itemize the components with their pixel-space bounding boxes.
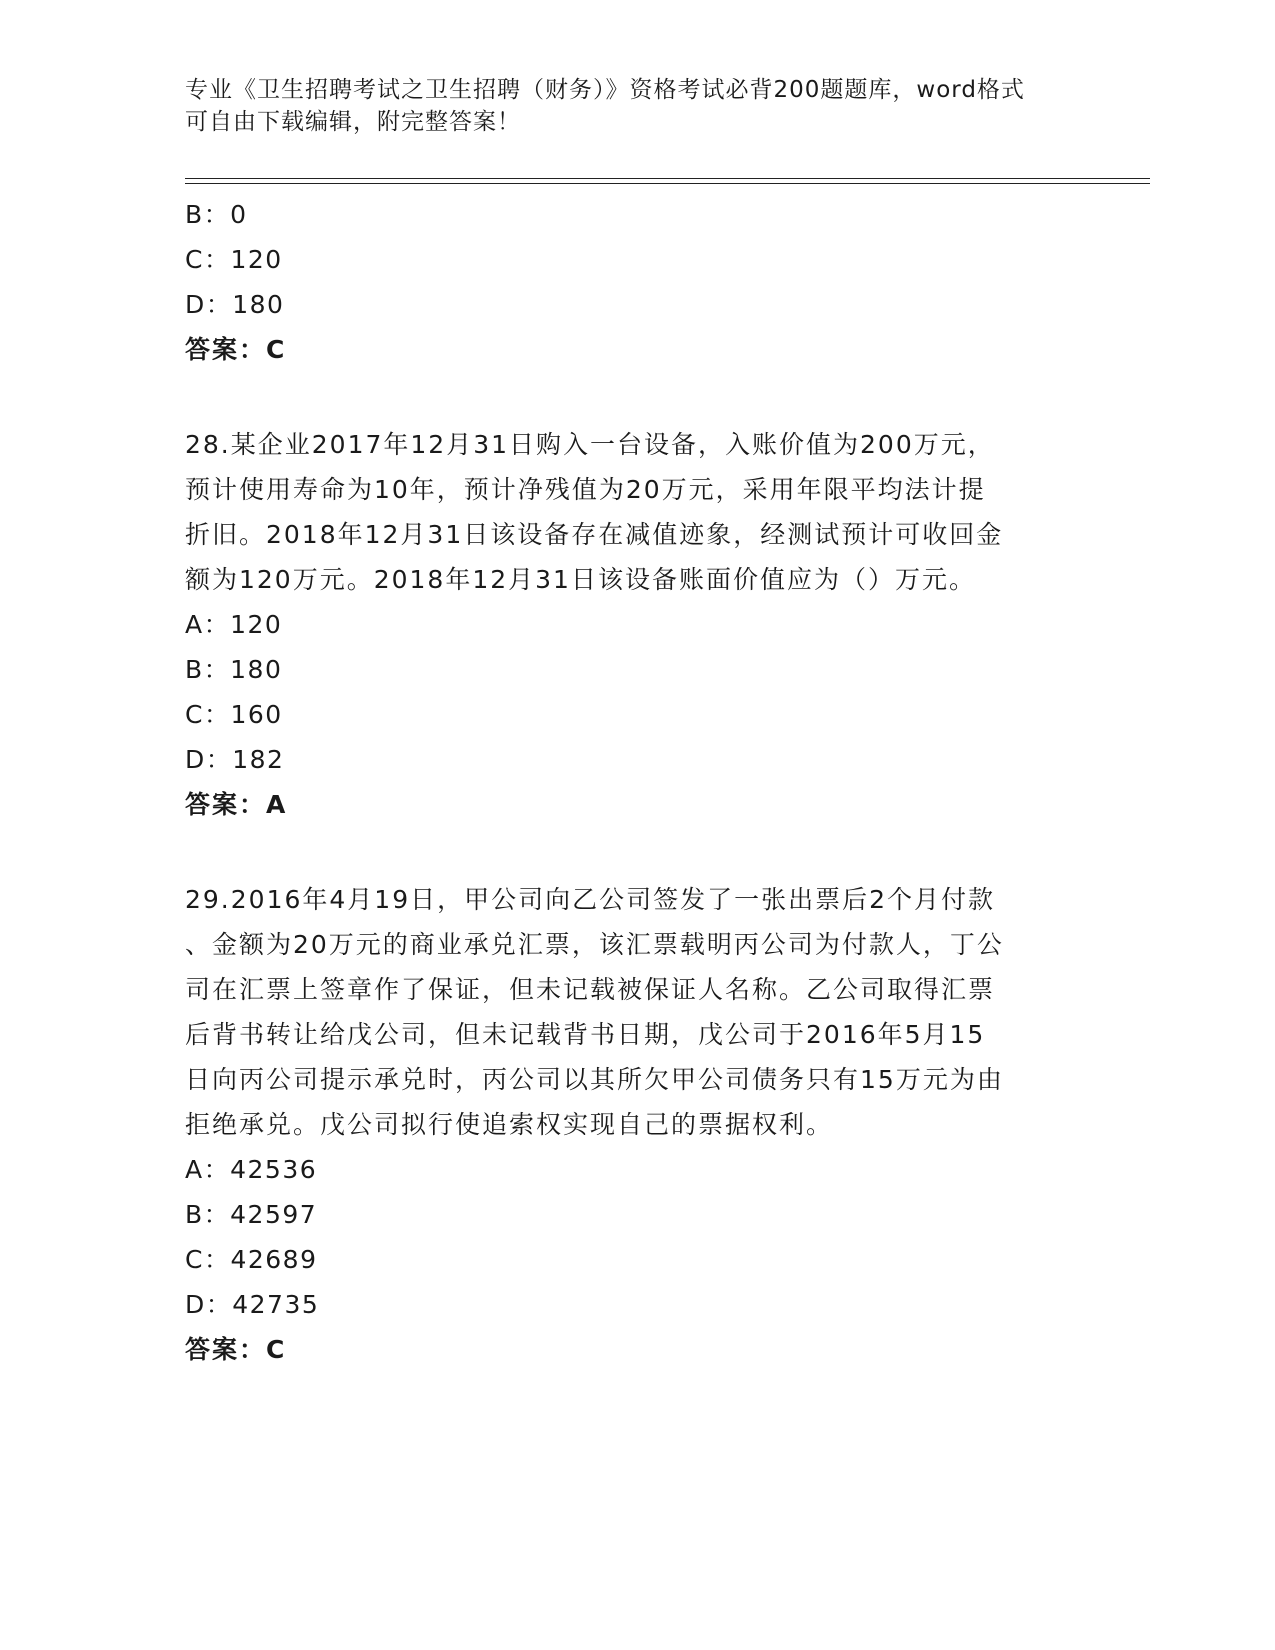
option-b: B：180 (185, 655, 283, 684)
question-line: 后背书转让给戊公司，但未记载背书日期，戊公司于2016年5月15 (185, 1020, 986, 1049)
question-line: 折旧。2018年12月31日该设备存在减值迹象，经测试预计可收回金 (185, 520, 1004, 549)
option-d: D：182 (185, 745, 285, 774)
question-text (185, 422, 1065, 602)
option-d: D：180 (185, 290, 285, 319)
answer-line: 答案：C (185, 1335, 287, 1364)
header-line: 可自由下载编辑，附完整答案！ (185, 109, 521, 135)
option-c: C：160 (185, 700, 283, 729)
option-d: D：42735 (185, 1290, 320, 1319)
option-b: B：0 (185, 200, 248, 229)
question-line: 、金额为20万元的商业承兑汇票，该汇票载明丙公司为付款人，丁公 (185, 930, 1004, 959)
option-a: A：120 (185, 610, 283, 639)
question-text (185, 877, 1065, 1147)
question-line: 28.某企业2017年12月31日购入一台设备，入账价值为200万元， (185, 430, 995, 459)
header-divider-top (185, 178, 1150, 179)
question-28 (185, 422, 1065, 827)
question-29 (185, 877, 1065, 1372)
question-line: 拒绝承兑。戊公司拟行使追索权实现自己的票据权利。 (185, 1110, 834, 1139)
header-divider-bottom (185, 183, 1150, 184)
question-list (185, 192, 1065, 1372)
question-line: 日向丙公司提示承兑时，丙公司以其所欠甲公司债务只有15万元为由 (185, 1065, 1004, 1094)
answer-line: 答案：A (185, 790, 288, 819)
question-line: 29.2016年4月19日，甲公司向乙公司签发了一张出票后2个月付款 (185, 885, 996, 914)
document-header (185, 74, 1065, 138)
question-line: 司在汇票上签章作了保证，但未记载被保证人名称。乙公司取得汇票 (185, 975, 996, 1004)
question-line: 预计使用寿命为10年，预计净残值为20万元，采用年限平均法计提 (185, 475, 986, 504)
previous-question-tail (185, 192, 1065, 372)
option-c: C：42689 (185, 1245, 318, 1274)
option-c: C：120 (185, 245, 283, 274)
option-a: A：42536 (185, 1155, 318, 1184)
option-b: B：42597 (185, 1200, 318, 1229)
header-line: 专业《卫生招聘考试之卫生招聘（财务）》资格考试必背200题题库，word格式 (185, 77, 1025, 103)
answer-line: 答案：C (185, 335, 287, 364)
spacer (185, 372, 1065, 422)
question-line: 额为120万元。2018年12月31日该设备账面价值应为（）万元。 (185, 565, 976, 594)
spacer (185, 827, 1065, 877)
